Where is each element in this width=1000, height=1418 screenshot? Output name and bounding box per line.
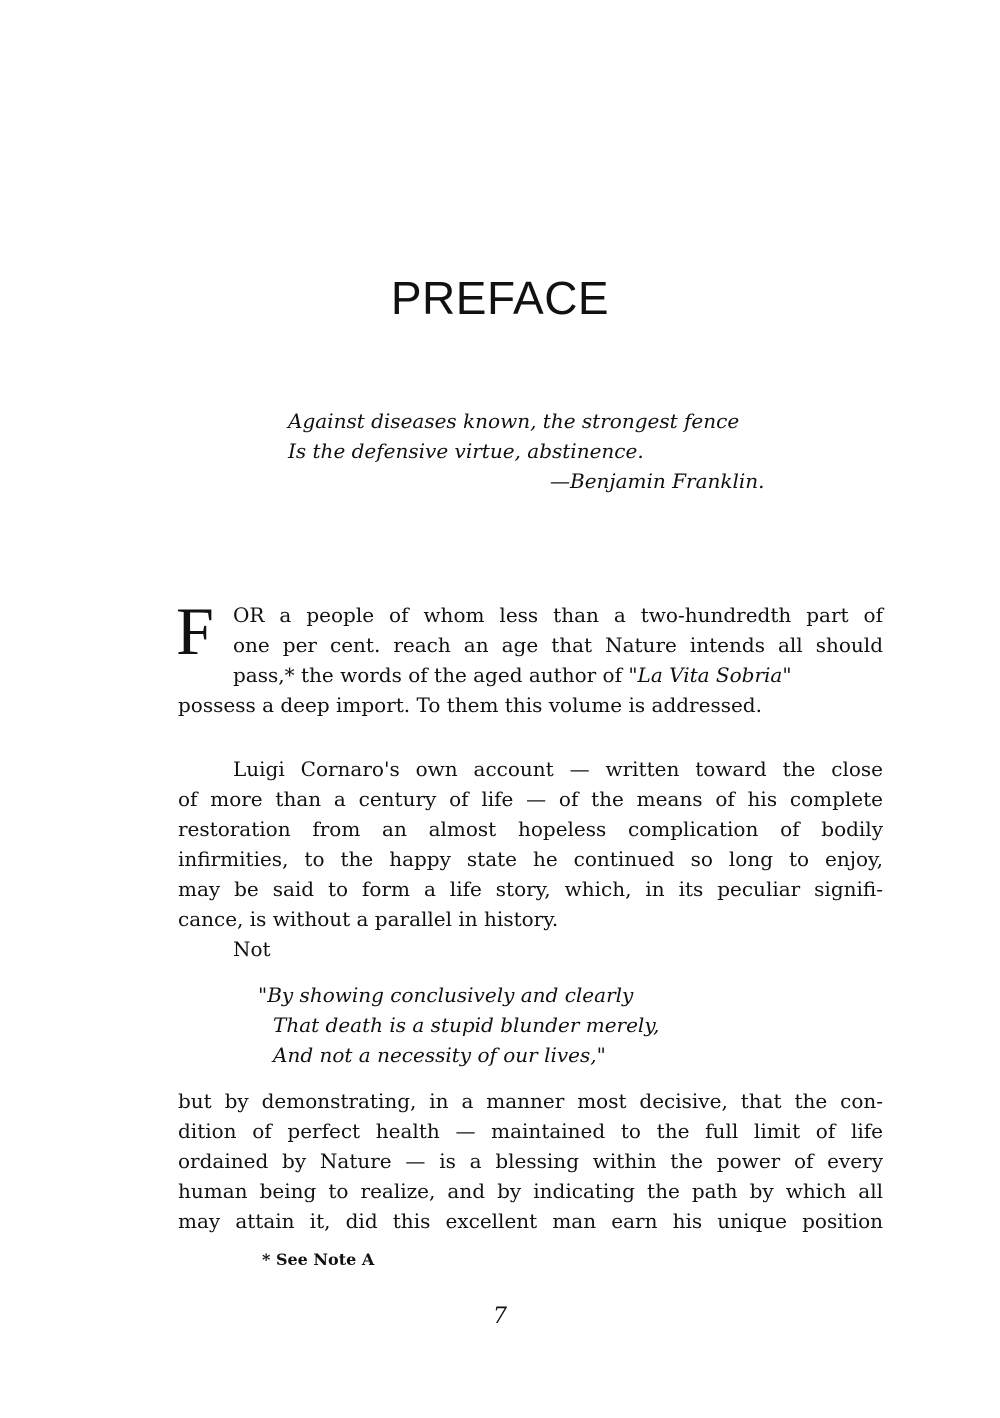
paragraph-2 (178, 754, 883, 964)
paragraph-line: one per cent. reach an age that Nature intends all should (233, 633, 883, 657)
paragraph-line: human being to realize, and by indicating the path by which all (178, 1179, 883, 1203)
epigraph (288, 406, 808, 496)
paragraph-line (178, 660, 883, 690)
paragraph-line: but by demonstrating, in a manner most decisive, that the con- (178, 1089, 883, 1113)
paragraph-line: possess a deep import. To them this volume is addressed. (178, 693, 762, 717)
page-number: 7 (493, 1304, 507, 1329)
paragraph-line: may attain it, did this excellent man earn his unique position (178, 1209, 883, 1233)
page-title: PREFACE (390, 272, 610, 324)
paragraph-line: ordained by Nature — is a blessing within the power of every (178, 1149, 883, 1173)
paragraph-line: infirmities, to the happy state he continued so long to enjoy, (178, 847, 883, 871)
paragraph-line: OR a people of whom less than a two-hundredth part of (233, 603, 883, 627)
verse-line: That death is a stupid blunder merely, (273, 1013, 660, 1037)
paragraph-3 (178, 1086, 883, 1236)
epigraph-line: Against diseases known, the strongest fence (288, 409, 740, 433)
paragraph-line-text: pass,* the words of the aged author of (233, 663, 629, 687)
drop-cap: F (176, 593, 214, 669)
paragraph-line: of more than a century of life — of the means of his complete (178, 787, 883, 811)
epigraph-attribution: —Benjamin Franklin. (550, 469, 765, 493)
paragraph-line: may be said to form a life story, which, in its peculiar signifi- (178, 877, 883, 901)
paragraph-1 (178, 600, 883, 720)
footnote: * See Note A (262, 1250, 375, 1269)
epigraph-line: Is the defensive virtue, abstinence. (288, 439, 644, 463)
verse-line: "By showing conclusively and clearly (258, 983, 634, 1007)
verse-line: And not a necessity of our lives," (273, 1043, 606, 1067)
verse-quote (258, 980, 818, 1070)
paragraph-line: Luigi Cornaro's own account — written toward the close (233, 757, 883, 781)
paragraph-line: dition of perfect health — maintained to the full limit of life (178, 1119, 883, 1143)
book-title: "La Vita Sobria" (628, 663, 792, 687)
paragraph-line: cance, is without a parallel in history. (178, 907, 559, 931)
paragraph-line: restoration from an almost hopeless complication of bodily (178, 817, 883, 841)
paragraph-line: Not (233, 937, 271, 961)
